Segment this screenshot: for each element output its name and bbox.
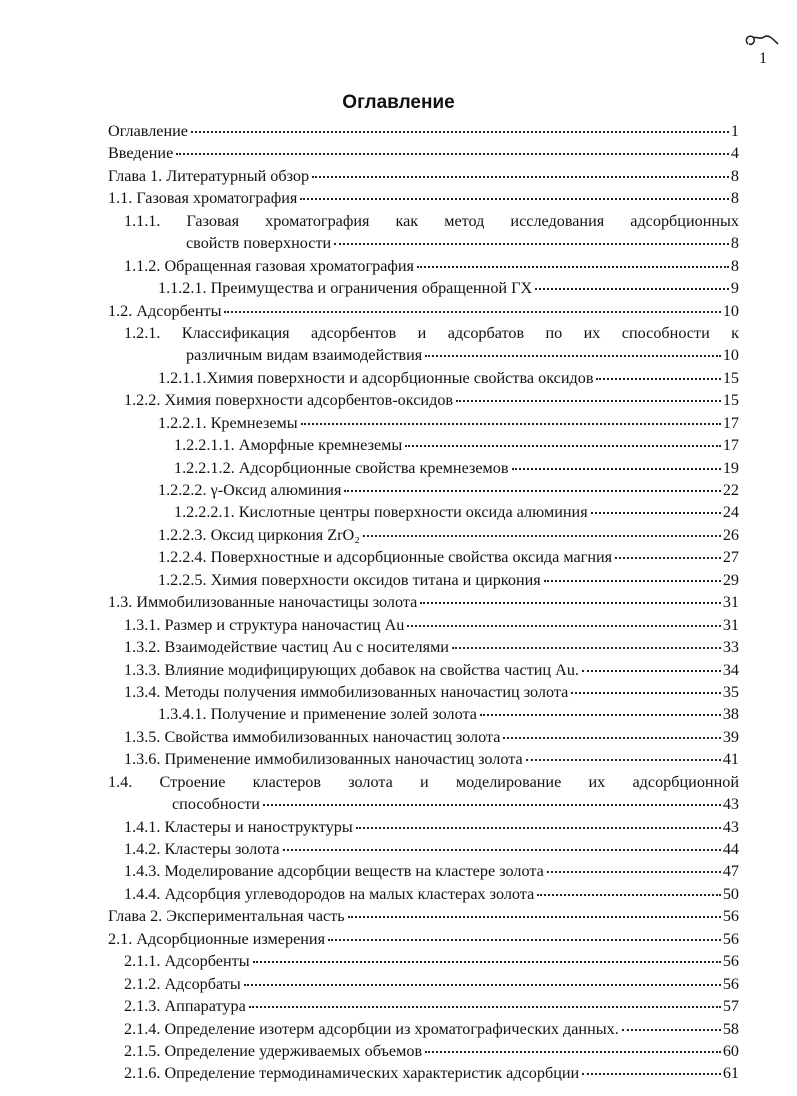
toc-entry-label: 1.2.2.1.2. Адсорбционные свойства кремнеземов [174, 458, 509, 477]
toc-page-number: 8 [730, 234, 739, 253]
dot-leader [456, 400, 721, 402]
dot-leader [503, 737, 720, 739]
toc-page-number: 56 [722, 929, 739, 948]
dot-leader [191, 131, 729, 133]
toc-entry-label: 1.4.4. Адсорбция углеводородов на малых кластерах золота [124, 884, 535, 903]
page-title: Оглавление [342, 92, 455, 113]
toc-entry-label: 1.2.2.2. γ-Оксид алюминия [158, 481, 342, 499]
toc-page-number: 44 [722, 840, 739, 858]
toc-entry[interactable] [108, 412, 739, 434]
toc-entry[interactable] [108, 659, 739, 681]
toc-entry[interactable] [108, 636, 739, 658]
toc-page-number: 1 [730, 122, 739, 140]
toc-page-number: 17 [722, 436, 739, 455]
toc-page-number: 29 [722, 570, 739, 589]
toc-page-number: 8 [730, 256, 739, 275]
toc-page-number: 4 [730, 144, 739, 163]
toc-entry-label: 2.1.4. Определение изотерм адсорбции из хроматографических данных. [124, 1019, 619, 1038]
toc-entry[interactable] [108, 142, 739, 164]
toc-entry-label: 1.2.2.1. Кремнеземы [158, 413, 298, 432]
toc-page-number: 10 [722, 301, 739, 320]
table-of-contents [108, 120, 739, 1085]
toc-page-number: 38 [722, 705, 739, 724]
toc-entry-label: 1.4. Строение кластеров золота и моделирование их адсорбционной [108, 772, 739, 791]
toc-entry-label: 1.2.1. Классификация адсорбентов и адсорбатов по их способности к [124, 323, 739, 342]
toc-entry-label: 1.1.1. Газовая хроматография как метод исследования адсорбционных [124, 211, 739, 230]
dot-leader [512, 468, 721, 470]
toc-entry-label: 1.4.1. Кластеры и наноструктуры [124, 817, 353, 836]
toc-entry-label: 1.3.6. Применение иммобилизованных наночастиц золота [124, 750, 523, 769]
dot-leader [526, 759, 721, 761]
toc-entry[interactable] [108, 457, 739, 479]
toc-entry-label: 1.3.5. Свойства иммобилизованных наночастиц золота [124, 727, 501, 746]
toc-entry-label: 1.1.2.1. Преимущества и ограничения обращенной ГХ [158, 279, 533, 298]
toc-entry-label: 1.2.2.3. Оксид циркония ZrO₂ [158, 525, 360, 544]
toc-entry[interactable] [108, 1040, 739, 1062]
dot-leader [582, 670, 721, 672]
dot-leader [283, 849, 721, 851]
toc-entry[interactable] [108, 434, 739, 456]
toc-entry[interactable] [108, 703, 739, 725]
toc-page-number: 56 [722, 907, 739, 926]
toc-page-number: 19 [722, 458, 739, 477]
toc-entry-label: 1.2.2.2.1. Кислотные центры поверхности оксида алюминия [174, 503, 588, 522]
dot-leader [537, 894, 721, 896]
dot-leader [547, 871, 721, 873]
toc-entry[interactable] [108, 1018, 739, 1040]
toc-page-number: 9 [730, 279, 739, 298]
toc-entry-label: 1.2.2.5. Химия поверхности оксидов титана и циркония [158, 570, 541, 589]
toc-page-number: 41 [722, 750, 739, 769]
toc-entry[interactable] [108, 928, 739, 950]
toc-entry-label: 1.3. Иммобилизованные наночастицы золота [108, 593, 418, 612]
toc-page-number: 17 [722, 413, 739, 432]
toc-entry-label: 1.3.4.1. Получение и применение золей золота [158, 705, 477, 724]
toc-entry-label: 1.2.2.1.1. Аморфные кремнеземы [174, 436, 403, 455]
toc-page-number: 15 [722, 368, 739, 387]
toc-page-number: 43 [722, 795, 739, 814]
toc-entry[interactable] [108, 255, 739, 277]
toc-entry[interactable] [108, 367, 739, 389]
toc-entry-label-continued: различным видам взаимодействия [186, 346, 423, 365]
toc-entry-label: 2.1.1. Адсорбенты [124, 952, 250, 971]
toc-entry[interactable] [108, 860, 739, 882]
toc-entry-label: 2.1.5. Определение удерживаемых объемов [124, 1041, 423, 1060]
dot-leader [425, 355, 721, 357]
toc-entry[interactable] [108, 681, 739, 703]
handwritten-mark-icon [742, 28, 782, 52]
toc-entry[interactable] [108, 569, 739, 591]
toc-entry[interactable] [108, 120, 739, 142]
toc-page-number: 35 [722, 682, 739, 701]
toc-entry[interactable] [108, 546, 739, 568]
toc-entry-label: 1.2. Адсорбенты [108, 301, 222, 320]
toc-entry-label: Глава 2. Экспериментальная часть [108, 907, 345, 926]
toc-page-number: 8 [730, 189, 739, 208]
toc-page-number: 47 [722, 862, 739, 881]
dot-leader [452, 647, 721, 649]
toc-page-number: 57 [722, 997, 739, 1016]
dot-leader [176, 153, 729, 155]
toc-entry[interactable] [108, 591, 739, 613]
dot-leader [224, 311, 720, 313]
toc-page-number: 56 [722, 974, 739, 993]
toc-entry-continuation[interactable] [108, 232, 739, 254]
toc-entry-label-continued: свойств поверхности [186, 234, 332, 253]
dot-leader [334, 243, 729, 245]
toc-entry[interactable] [108, 389, 739, 411]
toc-page-number: 60 [722, 1041, 739, 1060]
toc-entry-label: 2.1.6. Определение термодинамических характеристик адсорбции [124, 1064, 580, 1083]
toc-entry-continuation[interactable] [108, 344, 739, 366]
toc-page-number: 56 [722, 952, 739, 971]
toc-entry[interactable] [108, 277, 739, 299]
toc-page-number: 34 [722, 660, 739, 679]
toc-entry-label: Глава 1. Литературный обзор [108, 166, 310, 185]
toc-page-number: 50 [722, 884, 739, 903]
toc-entry-label: 1.1. Газовая хроматография [108, 189, 298, 208]
toc-entry[interactable] [108, 905, 739, 927]
dot-leader [249, 1006, 721, 1008]
dot-leader [263, 804, 721, 806]
toc-entry[interactable] [108, 726, 739, 748]
toc-entry[interactable] [108, 973, 739, 995]
dot-leader [348, 916, 721, 918]
toc-entry-label: 1.1.2. Обращенная газовая хроматография [124, 256, 414, 275]
toc-entry-line[interactable] [108, 771, 739, 793]
toc-entry-line[interactable] [108, 322, 739, 344]
toc-entry-label: 1.3.1. Размер и структура наночастиц Au [124, 615, 405, 634]
toc-entry[interactable] [108, 165, 739, 187]
toc-page-number: 26 [722, 525, 739, 544]
page-number: 1 [759, 50, 767, 67]
dot-leader [417, 266, 729, 268]
toc-entry-label: 1.4.2. Кластеры золота [124, 840, 280, 858]
toc-entry[interactable] [108, 300, 739, 322]
dot-leader [363, 535, 721, 537]
dot-leader [425, 1051, 721, 1053]
toc-page-number: 43 [722, 817, 739, 836]
toc-page-number: 10 [722, 346, 739, 365]
dot-leader [328, 939, 721, 941]
dot-leader [535, 288, 729, 290]
dot-leader [420, 602, 721, 604]
dot-leader [622, 1029, 721, 1031]
toc-page-number: 27 [722, 548, 739, 567]
toc-page-number: 58 [722, 1019, 739, 1038]
toc-entry-label-continued: способности [172, 795, 260, 814]
dot-leader [571, 692, 721, 694]
toc-entry-label: 2.1.2. Адсорбаты [124, 974, 241, 993]
dot-leader [615, 557, 721, 559]
dot-leader [300, 198, 729, 200]
toc-entry-continuation[interactable] [108, 793, 739, 815]
toc-entry-label: 1.3.2. Взаимодействие частиц Au с носителями [124, 638, 449, 657]
dot-leader [244, 984, 721, 986]
toc-entry[interactable] [108, 748, 739, 770]
dot-leader [596, 378, 720, 380]
toc-entry-label: 2.1. Адсорбционные измерения [108, 929, 326, 948]
toc-entry[interactable] [108, 479, 739, 501]
toc-entry-line[interactable] [108, 210, 739, 232]
toc-page-number: 31 [722, 615, 739, 634]
dot-leader [405, 445, 721, 447]
toc-entry-label: 1.3.4. Методы получения иммобилизованных наночастиц золота [124, 682, 569, 701]
toc-entry-label: Оглавление [108, 122, 188, 140]
toc-entry-label: 1.3.3. Влияние модифицирующих добавок на свойства частиц Au. [124, 660, 579, 679]
toc-page-number: 31 [722, 593, 739, 612]
toc-entry[interactable] [108, 883, 739, 905]
dot-leader [344, 490, 720, 492]
toc-entry-label: 1.2.2. Химия поверхности адсорбентов-оксидов [124, 391, 454, 410]
toc-entry[interactable] [108, 501, 739, 523]
dot-leader [544, 580, 721, 582]
dot-leader [356, 827, 721, 829]
toc-entry[interactable] [108, 1062, 739, 1084]
toc-page-number: 39 [722, 727, 739, 746]
toc-entry-label: 1.4.3. Моделирование адсорбции веществ на кластере золота [124, 862, 544, 881]
dot-leader [407, 625, 720, 627]
toc-page-number: 22 [722, 481, 739, 499]
toc-entry[interactable] [108, 187, 739, 209]
toc-entry[interactable] [108, 950, 739, 972]
toc-page-number: 15 [722, 391, 739, 410]
toc-entry[interactable] [108, 816, 739, 838]
dot-leader [312, 176, 729, 178]
toc-page-number: 61 [722, 1064, 739, 1083]
toc-page-number: 24 [722, 503, 739, 522]
dot-leader [591, 512, 721, 514]
dot-leader [301, 423, 721, 425]
toc-entry-label: 2.1.3. Аппаратура [124, 997, 246, 1016]
dot-leader [480, 714, 721, 716]
toc-entry-label: Введение [108, 144, 174, 163]
dot-leader [253, 961, 721, 963]
toc-entry-label: 1.2.1.1.Химия поверхности и адсорбционные свойства оксидов [158, 368, 594, 387]
dot-leader [582, 1073, 721, 1075]
toc-page-number: 33 [722, 638, 739, 657]
toc-entry[interactable] [108, 995, 739, 1017]
toc-entry[interactable] [108, 524, 739, 546]
toc-entry[interactable] [108, 838, 739, 860]
toc-page-number: 8 [730, 166, 739, 185]
toc-entry[interactable] [108, 614, 739, 636]
toc-entry-label: 1.2.2.4. Поверхностные и адсорбционные свойства оксида магния [158, 548, 613, 567]
